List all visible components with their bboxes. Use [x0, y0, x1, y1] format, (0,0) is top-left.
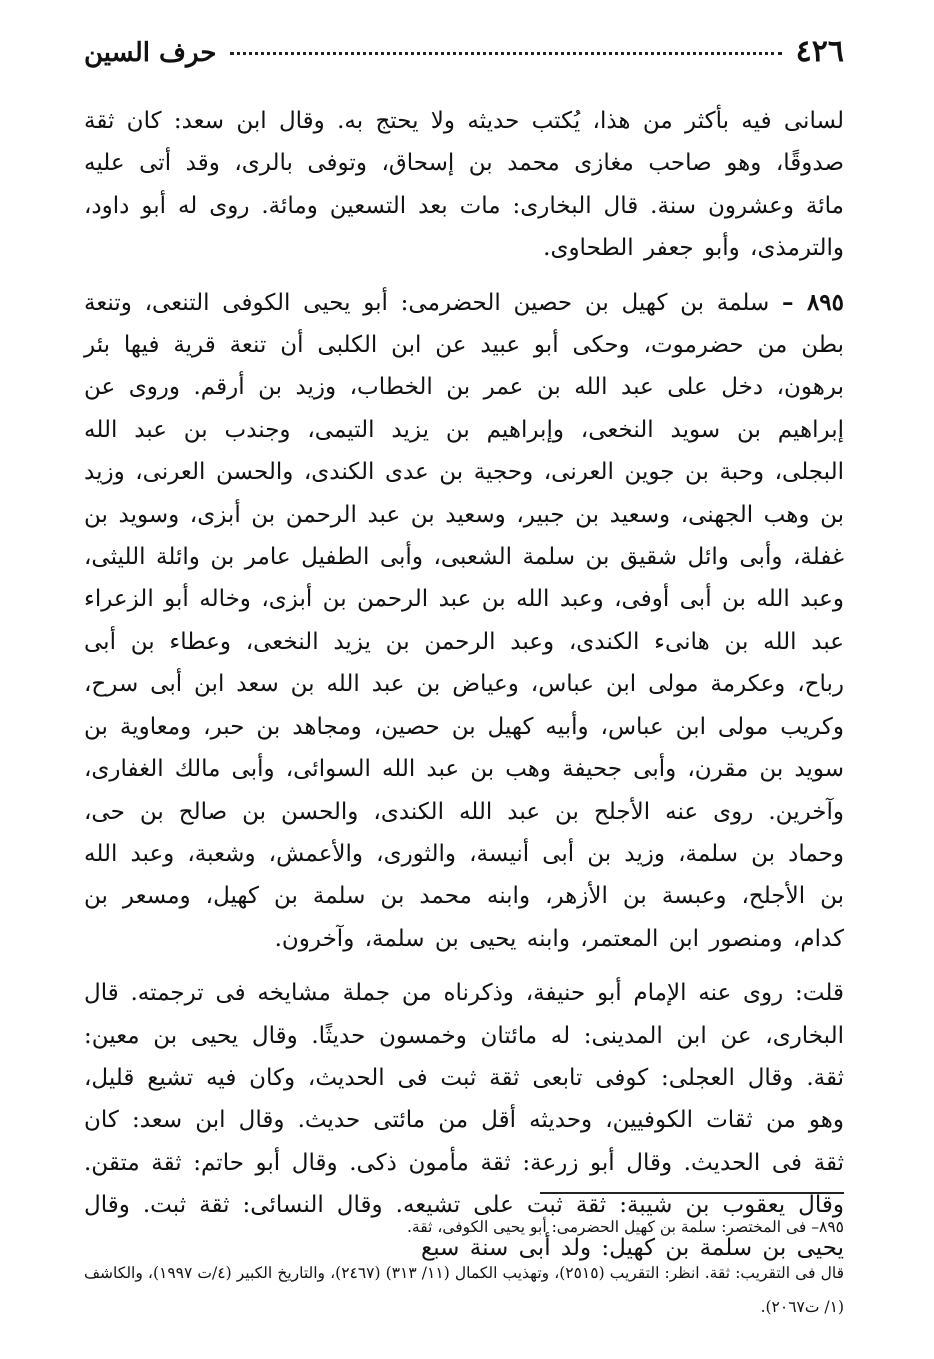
- entry-number: ٨٩٥ –: [782, 288, 845, 316]
- chapter-title: حرف السين: [84, 38, 217, 68]
- paragraph-continuation: لسانى فيه بأكثر من هذا، يُكتب حديثه ولا يحتج به. وقال ابن سعد: كان ثقة صدوقًا، وهو صاحب مغازى محمد بن إسحاق، وتوفى بالرى، وقد أتى عليه مائة وعشرون سنة. قال البخارى: مات بعد التسعين ومائة. روى له أبو داود، والترمذى، وأبو جعفر الطحاوى.: [84, 108, 844, 262]
- footnote-references: قال فى التقريب: ثقة. انظر: التقريب (٢٥١٥)، وتهذيب الكمال (١١/ ٣١٣) (٢٤٦٧)، والتاريخ الكبير (٤/ت ١٩٩٧)، والكاشف (١/ ت٢٠٦٧).: [84, 1264, 844, 1316]
- running-header: [84, 34, 844, 74]
- footnote-entry: ٨٩٥– فى المختصر: سلمة بن كهيل الحضرمى: أبو يحيى الكوفى، ثقة.: [407, 1218, 844, 1236]
- dotted-leader: [230, 52, 781, 55]
- footnotes: [84, 1210, 844, 1324]
- page-number: ٤٢٦: [795, 34, 844, 69]
- entry-text: سلمة بن كهيل بن حصين الحضرمى: أبو يحيى الكوفى التنعى، وتنعة بطن من حضرموت، وحكى أبو عبيد عن ابن الكلبى أن تنعة قرية فيها بئر برهون، دخل على عبد الله بن عمر بن الخطاب، وزيد بن أرقم. وروى عن إبراهيم بن سويد النخعى، وإبراهيم بن يزيد التيمى، وجندب بن عبد الله البجلى، وحبة بن جوين العرنى، وحجية بن عدى الكندى، والحسن العرنى، وزيد بن وهب الجهنى، وسعيد بن جبير، وسعيد بن عبد الرحمن بن أبزى، وسويد بن غفلة، وأبى وائل شقيق بن سلمة الشعبى، وأبى الطفيل عامر بن وائلة الليثى، وعبد الله بن أبى أوفى، وعبد الله بن عبد الرحمن بن أبزى، وخاله أبو الزعراء عبد الله بن هانىء الكندى، وعبد الرحمن بن يزيد النخعى، وعطاء بن أبى رباح، وعكرمة مولى ابن عباس، وعياض بن عبد الله بن سعد ابن أبى سرح، وكريب مولى ابن عباس، وأبيه كهيل بن حصين، ومجاهد بن حبر، ومعاوية بن سويد بن مقرن، وأبى جحيفة وهب بن عبد الله السوائى، وأبى مالك الغفارى، وآخرين. روى عنه الأجلح بن عبد الله الكندى، والحسن بن صالح بن حى، وحماد بن سلمة، وزيد بن أبى أنيسة، والثورى، والأعمش، وشعبة، وعبد الله بن الأجلح، وعبسة بن الأزهر، وابنه محمد بن سلمة بن كهيل، ومسعر بن كدام، ومنصور ابن المعتمر، وابنه يحيى بن سلمة، وآخرون.: [84, 289, 844, 952]
- main-text: [84, 100, 844, 1269]
- footnote-separator: [540, 1192, 844, 1194]
- paragraph-commentary: قلت: روى عنه الإمام أبو حنيفة، وذكرناه من جملة مشايخه فى ترجمته. قال البخارى، عن ابن المدينى: له مائتان وخمسون حديثًا. وقال يحيى بن معين: ثقة. وقال العجلى: كوفى تابعى ثقة ثبت فى الحديث، وكان فيه تشيع قليل، وهو من ثقات الكوفيين، وحديثه أقل من مائتى حديث. وقال ابن سعد: كان ثقة فى الحديث. وقال أبو زرعة: ثقة مأمون ذكى. وقال أبو حاتم: ثقة متقن. وقال يعقوب بن شيبة: ثقة ثبت على تشيعه. وقال النسائى: ثقة ثبت. وقال يحيى بن سلمة بن كهيل: ولد أبى سنة سبع: [84, 980, 844, 1261]
- entry-895: [84, 282, 844, 961]
